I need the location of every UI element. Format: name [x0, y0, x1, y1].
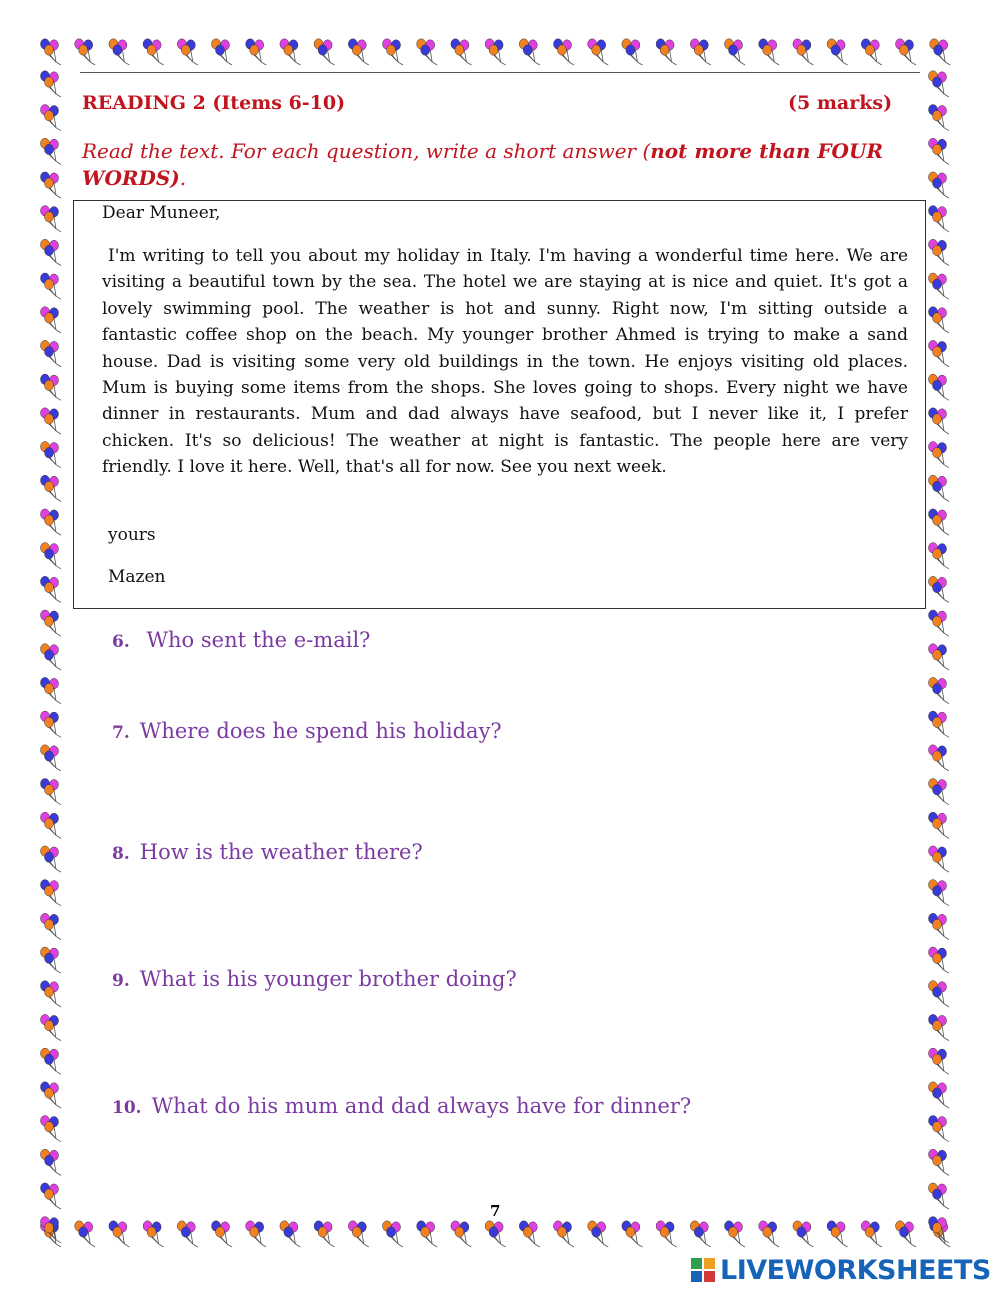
balloon-cluster-icon — [929, 307, 950, 333]
question-6 — [112, 628, 370, 652]
balloon-cluster-icon — [827, 39, 848, 65]
balloon-cluster-icon — [348, 39, 369, 65]
balloon-cluster-icon — [929, 745, 950, 771]
balloon-cluster-icon — [896, 1221, 917, 1247]
balloon-cluster-icon — [177, 39, 198, 65]
balloon-cluster-icon — [929, 981, 950, 1007]
question-text: What do his mum and dad always have for dinner? — [151, 1094, 692, 1118]
balloon-cluster-icon — [929, 610, 950, 636]
letter-closing: yours — [108, 525, 156, 545]
balloon-cluster-icon — [417, 1221, 438, 1247]
balloon-cluster-icon — [246, 1221, 267, 1247]
question-7 — [112, 719, 502, 743]
balloon-cluster-icon — [348, 1221, 369, 1247]
balloon-cluster-icon — [929, 1116, 950, 1142]
balloon-cluster-icon — [246, 39, 267, 65]
question-number: 6. — [112, 632, 130, 652]
instruction-text — [82, 138, 942, 192]
balloon-cluster-icon — [41, 745, 62, 771]
balloon-cluster-icon — [41, 779, 62, 805]
question-9 — [112, 967, 517, 991]
balloon-cluster-icon — [41, 1149, 62, 1175]
balloon-cluster-icon — [41, 1183, 62, 1209]
balloon-cluster-icon — [383, 39, 404, 65]
balloon-cluster-icon — [41, 273, 62, 299]
balloon-cluster-icon — [929, 779, 950, 805]
balloon-cluster-icon — [793, 1221, 814, 1247]
balloon-cluster-icon — [622, 39, 643, 65]
balloon-cluster-icon — [929, 206, 950, 232]
balloon-cluster-icon — [929, 509, 950, 535]
balloon-cluster-icon — [929, 71, 950, 97]
balloon-cluster-icon — [929, 576, 950, 602]
balloon-cluster-icon — [725, 1221, 746, 1247]
balloon-cluster-icon — [41, 1217, 62, 1243]
balloon-cluster-icon — [41, 981, 62, 1007]
balloon-cluster-icon — [41, 340, 62, 366]
balloon-cluster-icon — [41, 711, 62, 737]
balloon-cluster-icon — [588, 39, 609, 65]
page-number: 7 — [490, 1202, 501, 1220]
balloon-cluster-icon — [929, 105, 950, 131]
liveworksheets-wordmark: LIVEWORKSHEETS — [720, 1254, 991, 1286]
balloon-cluster-icon — [41, 947, 62, 973]
balloon-cluster-icon — [485, 39, 506, 65]
question-text: Who sent the e-mail? — [146, 628, 371, 652]
balloon-cluster-icon — [41, 408, 62, 434]
balloon-cluster-icon — [41, 1014, 62, 1040]
balloon-cluster-icon — [861, 39, 882, 65]
balloon-cluster-icon — [929, 543, 950, 569]
balloon-cluster-icon — [827, 1221, 848, 1247]
balloon-cluster-icon — [109, 1221, 129, 1247]
balloon-cluster-icon — [929, 408, 950, 434]
balloon-cluster-icon — [41, 1116, 62, 1142]
balloon-cluster-icon — [75, 39, 96, 65]
balloon-cluster-icon — [41, 812, 62, 838]
balloon-cluster-icon — [41, 442, 62, 468]
balloon-cluster-icon — [929, 475, 950, 501]
balloon-cluster-icon — [41, 1048, 62, 1074]
balloon-cluster-icon — [41, 576, 62, 602]
balloon-cluster-icon — [759, 39, 780, 65]
balloon-cluster-icon — [41, 239, 62, 265]
balloon-cluster-icon — [588, 1221, 609, 1247]
question-text: How is the weather there? — [139, 840, 423, 864]
letter-greeting: Dear Muneer, — [102, 203, 221, 223]
balloon-cluster-icon — [383, 1221, 404, 1247]
letter-signature: Mazen — [108, 567, 166, 587]
balloon-cluster-icon — [554, 39, 575, 65]
question-text: Where does he spend his holiday? — [139, 719, 502, 743]
balloon-cluster-icon — [280, 39, 301, 65]
balloon-cluster-icon — [929, 374, 950, 400]
liveworksheets-cubes-icon — [690, 1257, 716, 1283]
question-number: 9. — [112, 971, 130, 991]
balloon-cluster-icon — [929, 1217, 950, 1243]
balloon-cluster-icon — [41, 543, 62, 569]
balloon-cluster-icon — [929, 913, 950, 939]
balloon-cluster-icon — [929, 880, 950, 906]
instruction-prefix: Read the text. For each question, write a short answer ( — [82, 139, 651, 163]
balloon-cluster-icon — [41, 307, 62, 333]
balloon-cluster-icon — [41, 71, 62, 97]
balloon-cluster-icon — [41, 644, 62, 670]
balloon-cluster-icon — [929, 846, 950, 872]
balloon-cluster-icon — [41, 509, 62, 535]
marks-label: (5 marks) — [788, 92, 893, 114]
balloon-cluster-icon — [861, 1221, 882, 1247]
balloon-cluster-icon — [622, 1221, 643, 1247]
balloon-cluster-icon — [759, 1221, 780, 1247]
balloon-cluster-icon — [41, 172, 62, 198]
balloon-border-top — [38, 36, 960, 70]
question-number: 7. — [112, 723, 130, 743]
balloon-cluster-icon — [690, 1221, 711, 1247]
balloon-cluster-icon — [896, 39, 917, 65]
balloon-cluster-icon — [485, 1221, 506, 1247]
balloon-cluster-icon — [41, 610, 62, 636]
balloon-cluster-icon — [929, 644, 950, 670]
balloon-cluster-icon — [212, 39, 233, 65]
header-rule — [80, 72, 920, 73]
section-title: READING 2 (Items 6-10) — [82, 92, 346, 114]
balloon-cluster-icon — [41, 880, 62, 906]
balloon-border-left — [38, 36, 72, 1252]
balloon-cluster-icon — [109, 39, 129, 65]
balloon-cluster-icon — [41, 1082, 62, 1108]
instruction-emphasis: not more than FOUR WORDS) — [82, 139, 883, 190]
balloon-cluster-icon — [929, 1183, 950, 1209]
balloon-cluster-icon — [451, 1221, 472, 1247]
instruction-suffix: . — [179, 166, 187, 190]
balloon-cluster-icon — [75, 1221, 96, 1247]
balloon-border-bottom — [38, 1218, 960, 1252]
question-number: 8. — [112, 844, 130, 864]
balloon-cluster-icon — [929, 947, 950, 973]
balloon-cluster-icon — [554, 1221, 575, 1247]
balloon-cluster-icon — [690, 39, 711, 65]
letter-body: I'm writing to tell you about my holiday in Italy. I'm having a wonderful time here. We are visiting a beautiful town by the sea. The hotel we are staying at is nice and quiet. It's got a lovely swimming pool. The weather is hot and sunny. Right now, I'm sitting outside a fantastic coffee shop on the beach. My younger brother Ahmed is trying to make a sand house. Dad is visiting some very old buildings in the town. He enjoys visiting old places. Mum is buying some items from the shops. She loves going to shops. Every night we have dinner in restaurants. Mum and dad always have seafood, but I never like it, I prefer chicken. It's so delicious! The weather at night is fantastic. The people here are very friendly. I love it here. Well, that's all for now. See you next week. — [102, 246, 908, 478]
question-10 — [112, 1094, 691, 1118]
balloon-cluster-icon — [725, 39, 746, 65]
balloon-cluster-icon — [929, 812, 950, 838]
liveworksheets-logo[interactable] — [690, 1254, 991, 1286]
balloon-cluster-icon — [929, 711, 950, 737]
balloon-cluster-icon — [929, 340, 950, 366]
balloon-cluster-icon — [41, 138, 62, 164]
balloon-cluster-icon — [417, 39, 438, 65]
balloon-cluster-icon — [212, 1221, 233, 1247]
balloon-cluster-icon — [929, 239, 950, 265]
balloon-cluster-icon — [929, 1149, 950, 1175]
balloon-cluster-icon — [177, 1221, 198, 1247]
balloon-cluster-icon — [929, 1014, 950, 1040]
balloon-cluster-icon — [314, 39, 335, 65]
balloon-cluster-icon — [451, 39, 472, 65]
question-number: 10. — [112, 1098, 142, 1118]
letter-box — [73, 200, 926, 609]
balloon-cluster-icon — [793, 39, 814, 65]
balloon-cluster-icon — [280, 1221, 301, 1247]
balloon-cluster-icon — [41, 475, 62, 501]
balloon-cluster-icon — [656, 39, 677, 65]
balloon-cluster-icon — [519, 39, 540, 65]
balloon-cluster-icon — [929, 442, 950, 468]
balloon-cluster-icon — [929, 1082, 950, 1108]
balloon-cluster-icon — [929, 1048, 950, 1074]
balloon-cluster-icon — [143, 39, 164, 65]
balloon-cluster-icon — [929, 273, 950, 299]
balloon-border-right — [926, 36, 960, 1252]
balloon-cluster-icon — [41, 105, 62, 131]
balloon-cluster-icon — [656, 1221, 677, 1247]
balloon-cluster-icon — [929, 677, 950, 703]
balloon-cluster-icon — [41, 374, 62, 400]
balloon-cluster-icon — [41, 206, 62, 232]
balloon-cluster-icon — [41, 846, 62, 872]
balloon-cluster-icon — [143, 1221, 164, 1247]
balloon-cluster-icon — [41, 913, 62, 939]
question-8 — [112, 840, 423, 864]
question-text: What is his younger brother doing? — [139, 967, 517, 991]
balloon-cluster-icon — [314, 1221, 335, 1247]
balloon-cluster-icon — [41, 677, 62, 703]
balloon-cluster-icon — [519, 1221, 540, 1247]
